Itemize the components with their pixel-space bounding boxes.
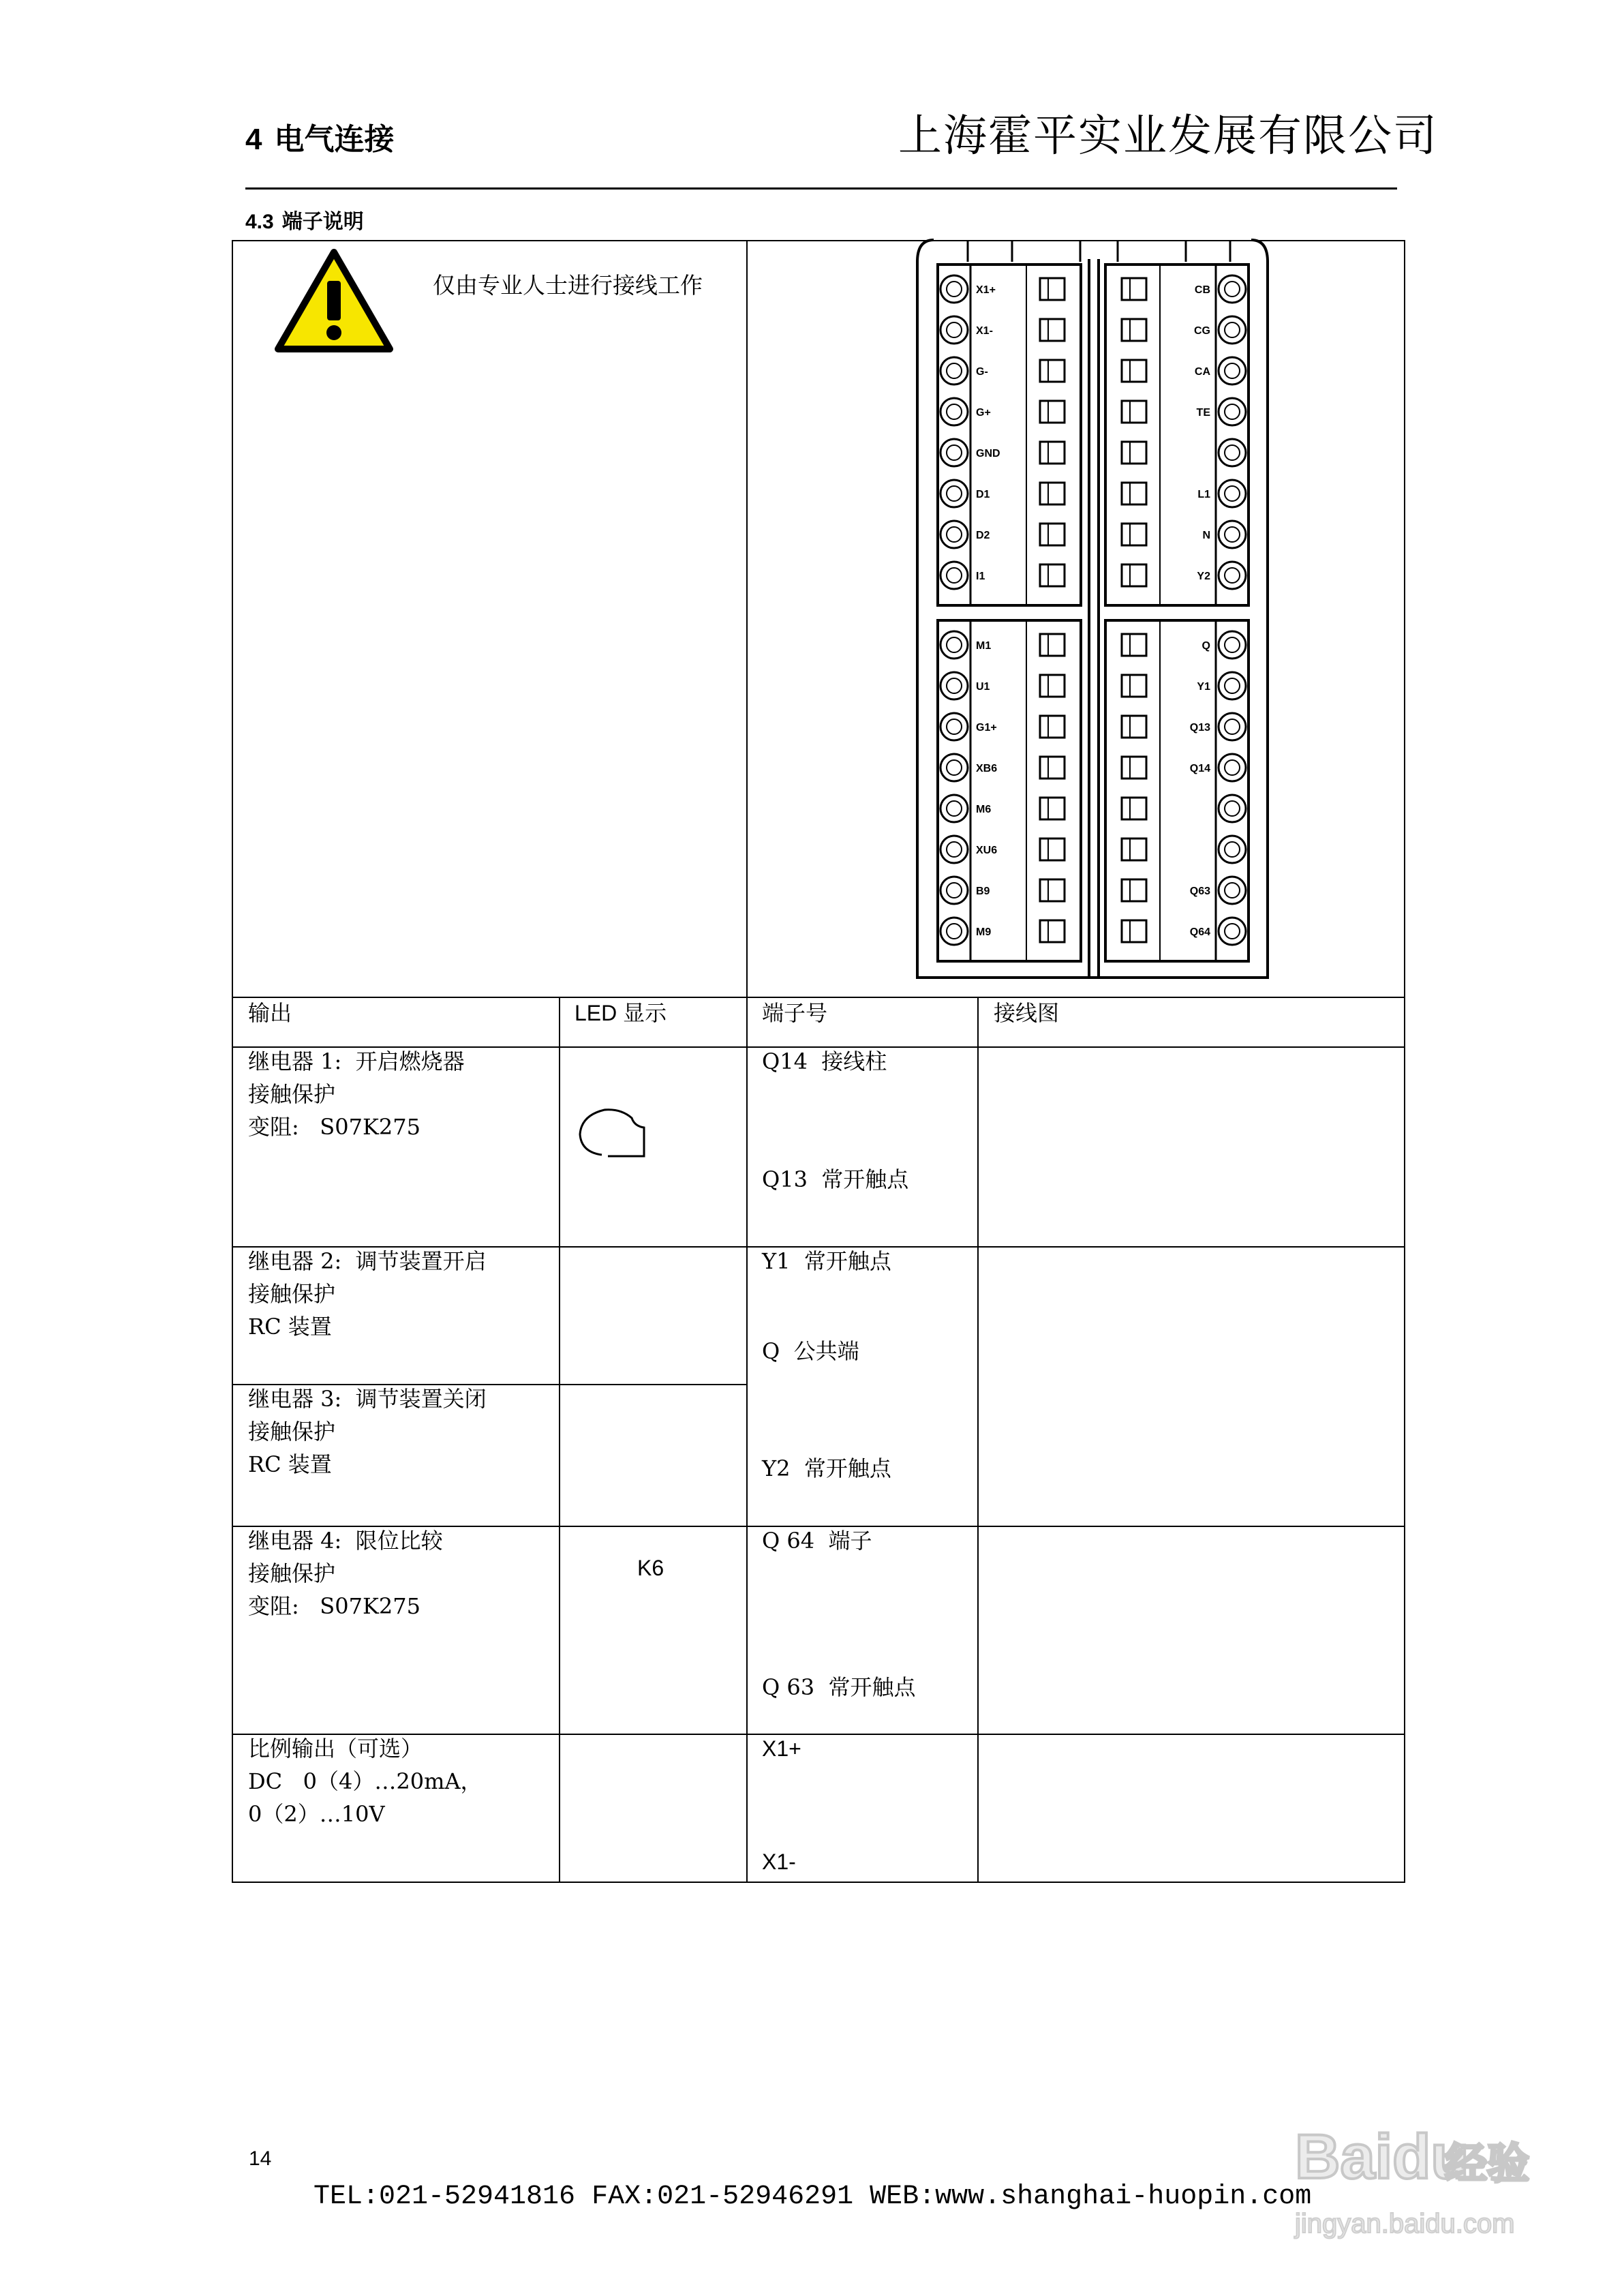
screw-terminal — [940, 754, 968, 781]
terminal-block — [1105, 620, 1249, 961]
screw-terminal — [947, 637, 962, 652]
screw-terminal — [947, 883, 962, 898]
terminal-label: Q64 — [1189, 926, 1210, 938]
screw-terminal — [940, 480, 968, 507]
terminal-clamp — [1122, 716, 1146, 738]
screw-terminal — [947, 282, 962, 297]
terminal-label: XB6 — [976, 763, 998, 774]
warning-text: 仅由专业人士进行接线工作 — [433, 272, 703, 299]
screw-terminal — [1219, 357, 1246, 384]
terminal-clamp — [1122, 319, 1146, 341]
screw-terminal — [1219, 836, 1246, 863]
row4-terminal-line2: Q 63 常开触点 — [762, 1674, 916, 1700]
screw-terminal — [1219, 754, 1246, 781]
watermark-url: jingyan.baidu.com — [1295, 2209, 1515, 2239]
header-led: LED 显示 — [575, 1001, 667, 1025]
row2-output-line3: RC 装置 — [248, 1314, 332, 1340]
terminal-clamp — [1122, 839, 1146, 860]
terminal-clamp — [1040, 401, 1065, 423]
header-divider — [245, 187, 1397, 190]
terminal-label: Q63 — [1189, 886, 1210, 897]
screw-terminal — [940, 562, 968, 589]
section-number: 4.3 — [245, 211, 274, 233]
screw-terminal — [940, 439, 968, 466]
row4-output-line3: 变阻: S07K275 — [248, 1593, 420, 1619]
terminal-clamp — [1040, 483, 1065, 504]
row5-terminal-line2: X1- — [762, 1849, 796, 1874]
terminal-label: CB — [1194, 284, 1210, 296]
screw-terminal — [940, 672, 968, 699]
screw-terminal — [1225, 445, 1240, 460]
screw-terminal — [1219, 713, 1246, 740]
warning-triangle-icon — [273, 247, 395, 356]
screw-terminal — [1225, 322, 1240, 337]
table-rule — [977, 997, 979, 1882]
terminal-clamp — [1122, 798, 1146, 819]
terminal-clamp — [1122, 401, 1146, 423]
screw-terminal — [1219, 480, 1246, 507]
watermark-cn: 经验 — [1445, 2139, 1530, 2188]
terminal-label: Q13 — [1189, 722, 1210, 734]
table-rule — [746, 240, 748, 1882]
terminal-clamp — [1040, 319, 1065, 341]
screw-terminal — [1225, 282, 1240, 297]
terminal-clamp — [1122, 675, 1146, 697]
terminal-label: N — [1202, 530, 1210, 541]
terminal-clamp — [1040, 564, 1065, 586]
screw-terminal — [947, 404, 962, 419]
screw-terminal — [1219, 795, 1246, 822]
screw-terminal — [947, 760, 962, 775]
terminal-block — [938, 620, 1081, 961]
terminal-block-diagram — [913, 235, 1274, 984]
screw-terminal — [940, 795, 968, 822]
terminal-label: CG — [1194, 325, 1210, 337]
terminal-label: Q — [1202, 640, 1210, 652]
row1-output-line2: 接触保护 — [248, 1081, 336, 1107]
header-wiring: 接线图 — [994, 1000, 1060, 1026]
screw-terminal — [1225, 842, 1240, 857]
baidu-jingyan-watermark — [1288, 2103, 1533, 2246]
screw-terminal — [1219, 439, 1246, 466]
terminal-clamp — [1040, 716, 1065, 738]
screw-terminal — [1225, 486, 1240, 501]
screw-terminal — [1219, 316, 1246, 344]
terminal-clamp — [1040, 798, 1065, 819]
terminal-label: Y2 — [1197, 571, 1210, 582]
row5-output-line3: 0（2）…10V — [248, 1801, 385, 1827]
terminal-clamp — [1040, 879, 1065, 901]
screw-terminal — [1219, 275, 1246, 303]
screw-terminal — [940, 836, 968, 863]
screw-terminal — [947, 527, 962, 542]
screw-terminal — [940, 631, 968, 659]
screw-terminal — [947, 363, 962, 378]
screw-terminal — [940, 398, 968, 425]
chapter-heading — [245, 115, 394, 158]
screw-terminal — [1225, 637, 1240, 652]
terminal-clamp — [1122, 360, 1146, 382]
row4-led-label: K6 — [637, 1556, 664, 1580]
row1-output-line1: 继电器 1: 开启燃烧器 — [248, 1048, 465, 1074]
footer-contact: TEL:021-52941816 FAX:021-52946291 WEB:www.shanghai-huopin.com — [313, 2181, 1312, 2212]
terminal-clamp — [1122, 278, 1146, 300]
row3-output-line2: 接触保护 — [248, 1419, 336, 1445]
section-title: 端子说明 — [281, 210, 364, 234]
row5-output-line2: DC 0（4）…20mA， — [248, 1768, 483, 1794]
screw-terminal — [940, 275, 968, 303]
screw-terminal — [947, 719, 962, 734]
terminal-label: GND — [976, 448, 1000, 459]
terminal-label: XU6 — [976, 845, 998, 856]
screw-terminal — [1219, 398, 1246, 425]
screw-terminal — [1219, 918, 1246, 945]
terminal-label: D1 — [976, 489, 990, 500]
header-output: 输出 — [248, 1000, 292, 1026]
terminal-label: G- — [976, 366, 988, 378]
screw-terminal — [940, 357, 968, 384]
terminal-label: U1 — [976, 681, 990, 693]
terminal-clamp — [1122, 564, 1146, 586]
terminal-label: X1- — [976, 325, 993, 337]
row3-output-line3: RC 装置 — [248, 1451, 332, 1477]
screw-terminal — [940, 316, 968, 344]
screw-terminal — [1225, 404, 1240, 419]
terminal-clamp — [1040, 839, 1065, 860]
terminal-label: X1+ — [976, 284, 996, 296]
terminal-label: D2 — [976, 530, 990, 541]
terminal-clamp — [1122, 634, 1146, 656]
row5-terminal-line1: X1+ — [762, 1736, 801, 1761]
terminal-label: Q14 — [1189, 763, 1210, 774]
terminal-label: CA — [1194, 366, 1210, 378]
terminal-clamp — [1122, 757, 1146, 779]
screw-terminal — [947, 568, 962, 583]
screw-terminal — [1225, 924, 1240, 939]
terminal-label: B9 — [976, 886, 990, 897]
screw-terminal — [947, 678, 962, 693]
watermark-brand: Baidu — [1295, 2122, 1469, 2192]
screw-terminal — [1219, 521, 1246, 548]
row4-output-line2: 接触保护 — [248, 1560, 336, 1586]
terminal-clamp — [1040, 920, 1065, 942]
screw-terminal — [947, 924, 962, 939]
screw-terminal — [1225, 363, 1240, 378]
row1-terminal-line2: Q13 常开触点 — [762, 1166, 909, 1192]
terminal-clamp — [1122, 524, 1146, 545]
terminal-clamp — [1122, 442, 1146, 464]
terminal-clamp — [1040, 278, 1065, 300]
terminal-clamp — [1040, 675, 1065, 697]
terminal-clamp — [1040, 757, 1065, 779]
chapter-number: 4 — [245, 123, 262, 156]
row2-output-line1: 继电器 2: 调节装置开启 — [248, 1248, 487, 1274]
burner-flame-icon — [576, 1106, 652, 1160]
screw-terminal — [1225, 678, 1240, 693]
screw-terminal — [1225, 568, 1240, 583]
screw-terminal — [1219, 672, 1246, 699]
screw-terminal — [1225, 801, 1240, 816]
row3-output-line1: 继电器 3: 调节装置关闭 — [248, 1386, 487, 1412]
row2-terminal-line1: Y1 常开触点 — [762, 1248, 891, 1274]
row1-output-line3: 变阻: S07K275 — [248, 1114, 420, 1140]
terminal-clamp — [1122, 920, 1146, 942]
terminal-label: G+ — [976, 407, 991, 419]
screw-terminal — [1219, 877, 1246, 904]
company-name: 上海霍平实业发展有限公司 — [898, 111, 1438, 162]
screw-terminal — [1225, 760, 1240, 775]
screw-terminal — [940, 521, 968, 548]
row4-terminal-line1: Q 64 端子 — [762, 1528, 872, 1554]
terminal-clamp — [1122, 483, 1146, 504]
screw-terminal — [1219, 562, 1246, 589]
screw-terminal — [947, 842, 962, 857]
row3-terminal-line1: Y2 常开触点 — [762, 1455, 891, 1481]
page-number: 14 — [249, 2147, 272, 2170]
terminal-clamp — [1122, 879, 1146, 901]
row5-output-line1: 比例输出（可选） — [248, 1736, 423, 1762]
screw-terminal — [947, 445, 962, 460]
terminal-clamp — [1040, 360, 1065, 382]
row2-terminal-line2: Q 公共端 — [762, 1338, 859, 1364]
terminal-label: TE — [1196, 407, 1210, 419]
terminal-clamp — [1040, 634, 1065, 656]
terminal-label: M6 — [976, 804, 992, 815]
screw-terminal — [940, 713, 968, 740]
terminal-label: M9 — [976, 926, 992, 938]
row4-output-line1: 继电器 4: 限位比较 — [248, 1528, 443, 1554]
screw-terminal — [1219, 631, 1246, 659]
terminal-label: G1+ — [976, 722, 997, 734]
row1-terminal-line1: Q14 接线柱 — [762, 1048, 887, 1074]
chapter-title: 电气连接 — [274, 122, 395, 157]
header-terminal: 端子号 — [762, 1000, 828, 1026]
terminal-block — [1105, 265, 1249, 605]
terminal-clamp — [1040, 524, 1065, 545]
screw-terminal — [1225, 883, 1240, 898]
section-heading — [245, 205, 364, 235]
terminal-label: Y1 — [1197, 681, 1210, 693]
terminal-label: I1 — [976, 571, 985, 582]
screw-terminal — [1225, 719, 1240, 734]
row2-output-line2: 接触保护 — [248, 1281, 336, 1307]
table-rule — [559, 997, 560, 1882]
terminal-label: L1 — [1197, 489, 1210, 500]
screw-terminal — [1225, 527, 1240, 542]
terminal-clamp — [1040, 442, 1065, 464]
terminal-block — [938, 265, 1081, 605]
screw-terminal — [947, 801, 962, 816]
screw-terminal — [940, 918, 968, 945]
screw-terminal — [947, 322, 962, 337]
screw-terminal — [947, 486, 962, 501]
screw-terminal — [940, 877, 968, 904]
terminal-label: M1 — [976, 640, 992, 652]
